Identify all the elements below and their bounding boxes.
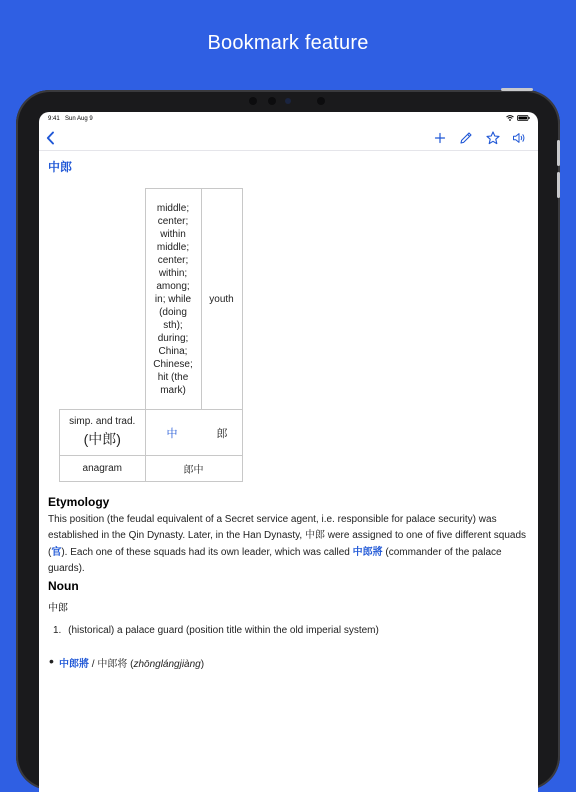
gloss-line: during; xyxy=(157,332,189,344)
gloss-line: middle; xyxy=(156,202,190,214)
derived-term-close: ) xyxy=(200,659,205,670)
bullet-dot: • xyxy=(49,653,54,669)
status-indicators xyxy=(506,115,530,121)
definition-text: (historical) a palace guard (position title within the old imperial system) xyxy=(68,625,379,636)
empty-cell xyxy=(60,189,146,410)
gloss-line: sth); xyxy=(163,319,183,331)
anagram-label: anagram xyxy=(60,456,146,482)
derived-term-link[interactable]: 中郎將 xyxy=(59,659,89,670)
star-icon[interactable] xyxy=(485,130,501,146)
gloss-text xyxy=(146,202,201,397)
gloss-line: within xyxy=(160,228,186,240)
top-button xyxy=(501,88,533,91)
wifi-icon xyxy=(506,115,514,121)
etymology-link-zhonglangjiang[interactable]: 中郎將 xyxy=(352,546,383,558)
definition-number: 1. xyxy=(53,625,62,636)
status-date: Sun Aug 9 xyxy=(65,116,93,122)
character-link[interactable]: 中 xyxy=(166,427,178,440)
gloss-line: middle; xyxy=(156,241,190,253)
speaker-icon[interactable] xyxy=(511,130,527,146)
back-chevron-icon[interactable] xyxy=(43,130,59,146)
etymology-link-guan[interactable]: 官 xyxy=(51,546,62,558)
gloss-line: center; xyxy=(157,215,189,227)
gloss-line: mark) xyxy=(160,384,186,396)
gloss-cell-zhong xyxy=(145,189,201,410)
sensor xyxy=(317,97,325,105)
gloss-cell-lang: youth xyxy=(201,189,242,410)
gloss-line: in; while xyxy=(154,293,192,305)
volume-up-button xyxy=(557,140,560,166)
etymology-segment: This position (the feudal equivalent of a Secret service agent, i.e. responsible for palace security) was established in the Qin Dynasty. Later, in the Han Dynasty, 中郎 were assigned to one of five different squads ( xyxy=(48,514,527,558)
noun-headword: 中郎 xyxy=(48,603,68,614)
app-screen xyxy=(39,112,538,792)
status-time: 9:41 xyxy=(48,116,60,122)
row-label: simp. and trad. xyxy=(69,416,136,427)
row-label-word: (中郎) xyxy=(83,431,121,447)
etymology-segment: (commander of the palace guards). xyxy=(48,546,502,574)
gloss-line: Chinese; xyxy=(153,358,193,370)
gloss-line: hit (the xyxy=(157,371,189,383)
character-text: 郎 xyxy=(216,427,228,440)
plus-icon[interactable] xyxy=(432,130,448,146)
etymology-text xyxy=(48,512,530,577)
status-bar xyxy=(39,112,538,126)
anagram-value: 郎中 xyxy=(145,456,242,482)
volume-down-button xyxy=(557,172,560,198)
derived-term-pinyin: zhōnglángjiàng xyxy=(133,659,201,670)
gloss-line: China; xyxy=(158,345,188,357)
sensor xyxy=(268,97,276,105)
gloss-line: (doing xyxy=(159,306,187,318)
derived-term-rest: / 中郎将 ( xyxy=(89,659,134,670)
sensor xyxy=(249,97,257,105)
battery-icon xyxy=(517,115,530,121)
gloss-line: within; xyxy=(158,267,188,279)
navigation-bar xyxy=(39,126,538,151)
row-label-cell xyxy=(60,410,146,456)
derived-term-item xyxy=(49,653,205,670)
character-table xyxy=(59,188,243,482)
definition-item xyxy=(53,625,379,636)
camera-lens xyxy=(285,98,291,104)
etymology-segment: ). Each one of these squads had its own leader, which was called xyxy=(61,546,353,558)
promo-title: Bookmark feature xyxy=(207,32,369,54)
headword-title: 中郎 xyxy=(48,160,73,174)
noun-heading: Noun xyxy=(48,579,79,593)
etymology-heading: Etymology xyxy=(48,495,110,509)
characters-cell xyxy=(145,410,242,456)
gloss-line: among; xyxy=(156,280,190,292)
pencil-icon[interactable] xyxy=(458,130,474,146)
gloss-line: center; xyxy=(157,254,189,266)
